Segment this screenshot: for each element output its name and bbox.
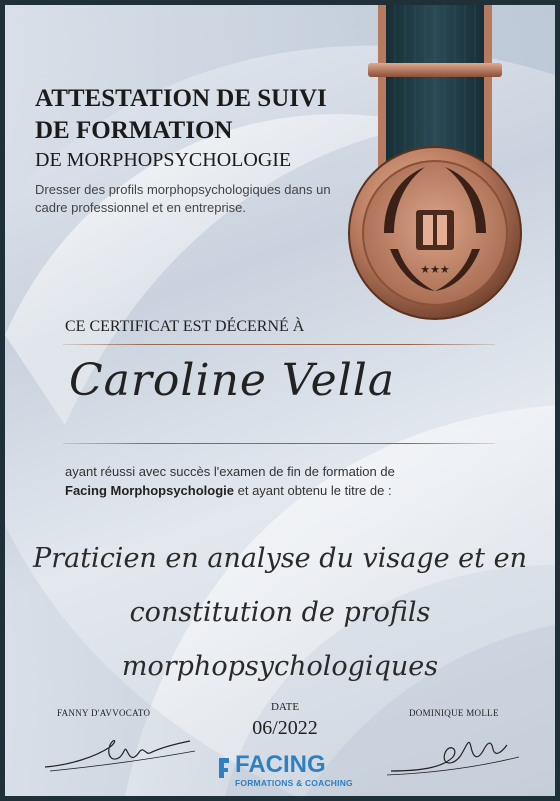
certificate-subtitle: DE MORPHOPSYCHOLOGIE (35, 149, 292, 171)
earned-title (25, 532, 535, 694)
facing-logo (215, 751, 355, 791)
earned-title-line1: Praticien en analyse du visage et en (33, 543, 527, 574)
achievement-line2: et ayant obtenu le titre de : (234, 483, 392, 498)
certificate-sheet (5, 5, 555, 796)
svg-text:★★★: ★★★ (420, 263, 450, 276)
achievement-text (65, 462, 485, 500)
facing-logo-mark-icon (217, 756, 237, 780)
certificate-description: Dresser des profils morphopsychologiques dans un cadre professionnel et en entreprise. (35, 182, 331, 215)
logo-wordmark: FACING (235, 751, 326, 778)
recipient-name: Caroline Vella (69, 355, 396, 406)
achievement-line1: ayant réussi avec succès l'examen de fin de formation de (65, 464, 395, 479)
certificate-title: ATTESTATION DE SUIVI DE FORMATION (35, 85, 327, 144)
organization-name: Facing Morphopsychologie (65, 483, 235, 498)
divider-bottom (63, 443, 495, 444)
bronze-medal-icon (340, 5, 530, 325)
signature-right-icon (383, 727, 523, 779)
divider-top (63, 344, 495, 345)
signatory-right-name: DOMINIQUE MOLLE (409, 708, 499, 718)
date-value: 06/2022 (252, 717, 318, 739)
signatory-left-name: FANNY D'AVVOCATO (57, 708, 151, 718)
signature-left-icon (40, 727, 200, 777)
date-label: DATE (270, 701, 300, 713)
awarded-to-label: CE CERTIFICAT EST DÉCERNÉ À (65, 318, 305, 335)
logo-tagline: FORMATIONS & COACHING (235, 778, 353, 788)
earned-title-line2: constitution de profils morphopsychologiques (121, 597, 439, 682)
